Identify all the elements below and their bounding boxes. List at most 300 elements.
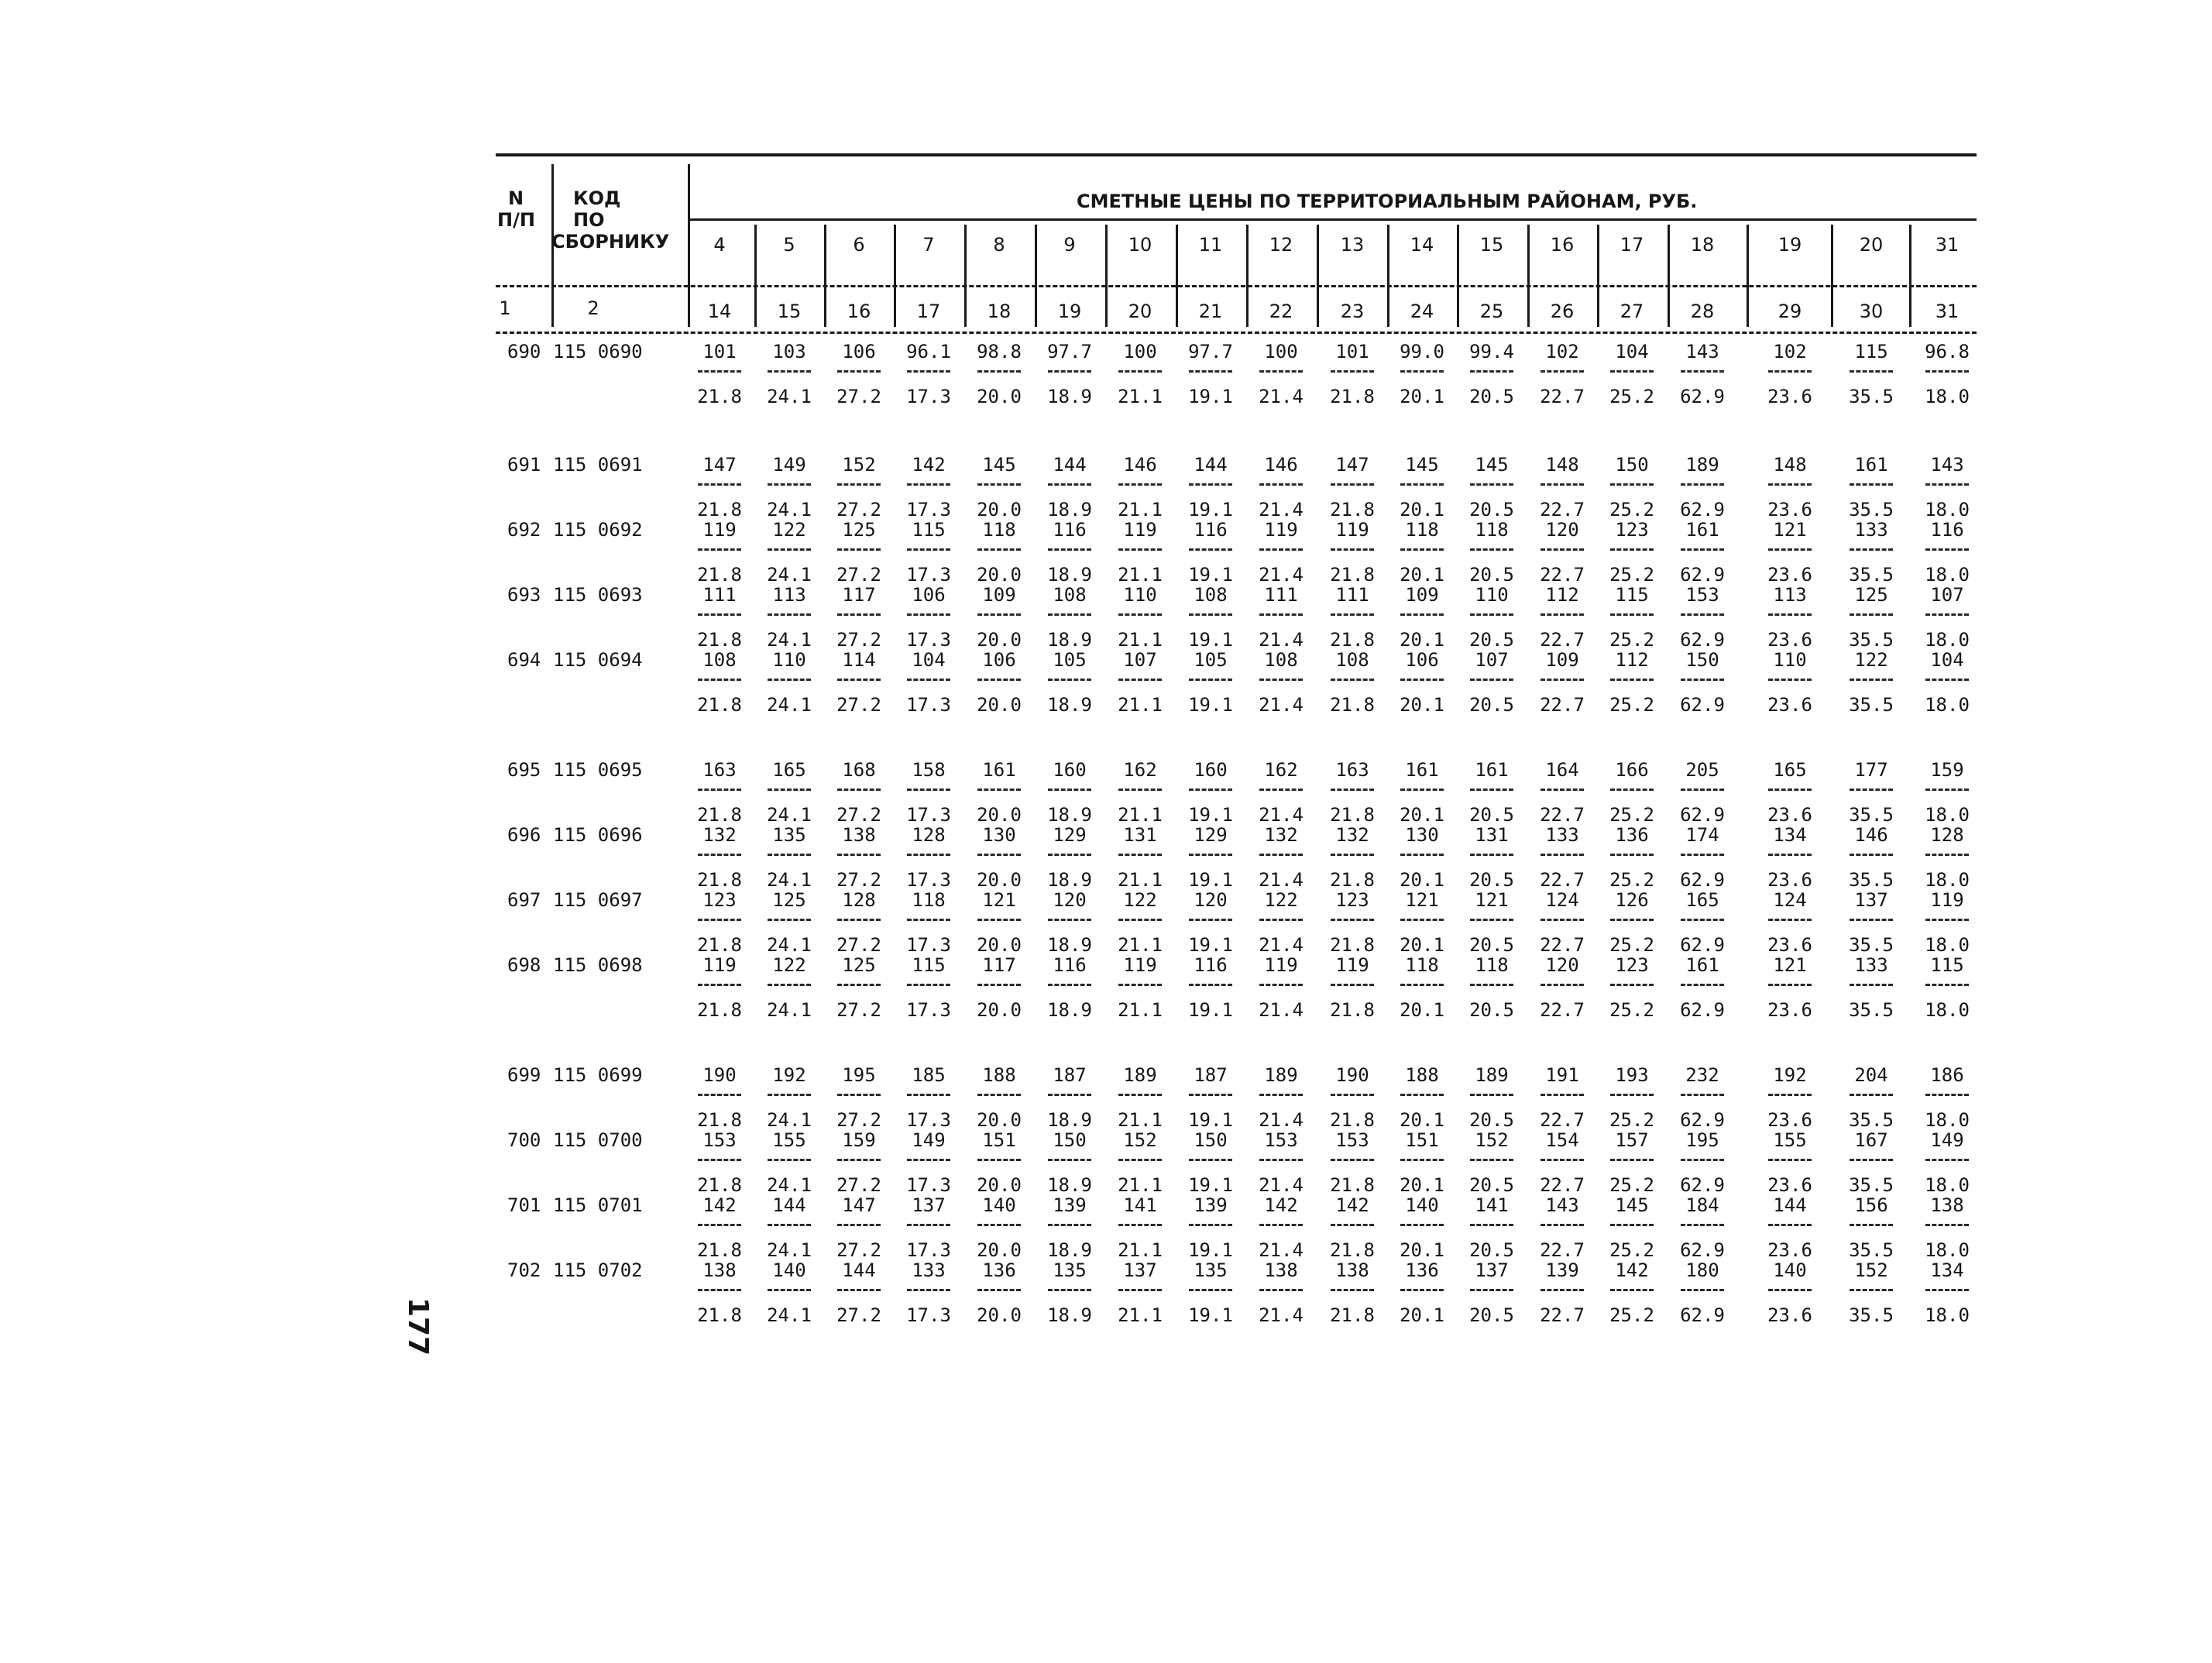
price-wage: 35.5 (1849, 629, 1894, 651)
price-wage: 23.6 (1767, 999, 1812, 1021)
fraction-bar (977, 613, 1021, 616)
price-total: 163 (1335, 759, 1369, 781)
price-wage: 27.2 (836, 804, 881, 826)
fraction-bar (1925, 1289, 1969, 1291)
fraction-bar (1331, 1224, 1374, 1226)
price-total: 123 (702, 889, 737, 911)
row-number: 698 (507, 954, 541, 976)
code-label: КОД (573, 187, 621, 209)
price-total: 150 (1053, 1129, 1087, 1151)
collection-code: 115 0697 (553, 889, 643, 911)
price-total: 145 (1405, 454, 1439, 476)
column-index-number: 17 (916, 301, 941, 322)
price-total: 165 (1685, 889, 1719, 911)
fraction-bar (1331, 789, 1374, 791)
fraction-bar (1259, 1224, 1303, 1226)
row-number: 695 (507, 759, 541, 781)
price-total: 162 (1264, 759, 1298, 781)
price-total: 149 (772, 454, 806, 476)
price-wage: 21.8 (1330, 629, 1375, 651)
price-total: 112 (1615, 649, 1649, 671)
price-total: 103 (772, 341, 806, 362)
fraction-bar (1118, 789, 1162, 791)
fraction-bar (1925, 984, 1969, 986)
fraction-bar (768, 919, 811, 921)
district-number: 10 (1128, 234, 1152, 256)
district-col-sep (1527, 225, 1530, 327)
fraction-bar (768, 854, 811, 856)
price-wage: 35.5 (1849, 1109, 1894, 1131)
price-total: 133 (1545, 824, 1579, 846)
collection-code: 115 0692 (553, 519, 643, 541)
fraction-bar (1331, 679, 1374, 681)
price-wage: 21.8 (697, 694, 742, 716)
fraction-bar (1681, 919, 1724, 921)
price-wage: 62.9 (1680, 499, 1725, 521)
price-wage: 21.8 (1330, 869, 1375, 891)
price-total: 118 (1475, 954, 1509, 976)
fraction-bar (1768, 984, 1812, 986)
price-total: 122 (772, 954, 806, 976)
price-wage: 18.0 (1925, 694, 1970, 716)
fraction-bar (698, 679, 741, 681)
fraction-bar (1850, 613, 1893, 616)
fraction-bar (907, 854, 950, 856)
fraction-bar (1048, 789, 1091, 791)
fraction-bar (1610, 854, 1654, 856)
price-total: 101 (1335, 341, 1369, 362)
price-wage: 21.8 (697, 499, 742, 521)
price-total: 119 (702, 519, 737, 541)
price-total: 190 (702, 1064, 737, 1086)
price-wage: 20.1 (1400, 564, 1444, 586)
price-total: 180 (1685, 1259, 1719, 1281)
fraction-bar (1259, 370, 1303, 373)
price-total: 161 (1685, 954, 1719, 976)
collection-code: 115 0691 (553, 454, 643, 476)
code-label-2: ПО (573, 209, 605, 231)
price-total: 142 (1264, 1194, 1298, 1216)
price-total: 128 (1930, 824, 1964, 846)
price-wage: 21.8 (1330, 1109, 1375, 1131)
price-total: 104 (1615, 341, 1649, 362)
price-total: 187 (1053, 1064, 1087, 1086)
price-total: 97.7 (1047, 341, 1092, 362)
price-total: 100 (1264, 341, 1298, 362)
price-wage: 21.1 (1118, 1304, 1163, 1326)
price-total: 119 (1335, 519, 1369, 541)
price-wage: 17.3 (906, 499, 951, 521)
price-total: 108 (702, 649, 737, 671)
price-total: 118 (912, 889, 946, 911)
price-wage: 23.6 (1767, 934, 1812, 956)
price-wage: 21.8 (697, 999, 742, 1021)
price-wage: 19.1 (1188, 999, 1233, 1021)
price-total: 143 (1545, 1194, 1579, 1216)
column-index-number: 26 (1550, 301, 1575, 322)
fraction-bar (1681, 1224, 1724, 1226)
price-wage: 21.8 (1330, 1174, 1375, 1196)
fraction-bar (1189, 1094, 1232, 1096)
price-total: 167 (1854, 1129, 1888, 1151)
price-wage: 21.1 (1118, 1239, 1163, 1261)
price-wage: 18.0 (1925, 499, 1970, 521)
fraction-bar (1400, 1224, 1444, 1226)
price-wage: 23.6 (1767, 1109, 1812, 1131)
fraction-bar (1118, 1094, 1162, 1096)
price-total: 98.8 (977, 341, 1022, 362)
price-total: 136 (1615, 824, 1649, 846)
price-total: 124 (1773, 889, 1807, 911)
price-wage: 35.5 (1849, 1304, 1894, 1326)
price-wage: 25.2 (1609, 1239, 1654, 1261)
fraction-bar (1189, 370, 1232, 373)
fraction-bar (1189, 1289, 1232, 1291)
price-wage: 27.2 (836, 1109, 881, 1131)
fraction-bar (1540, 483, 1584, 486)
fraction-bar (1681, 789, 1724, 791)
price-total: 132 (702, 824, 737, 846)
price-wage: 18.0 (1925, 564, 1970, 586)
price-wage: 18.9 (1047, 499, 1092, 521)
price-wage: 21.8 (1330, 564, 1375, 586)
fraction-bar (698, 483, 741, 486)
price-wage: 24.1 (767, 386, 812, 407)
price-total: 106 (912, 584, 946, 606)
fraction-bar (1540, 679, 1584, 681)
price-wage: 21.4 (1259, 386, 1304, 407)
price-total: 140 (982, 1194, 1016, 1216)
price-total: 135 (1053, 1259, 1087, 1281)
price-wage: 21.1 (1118, 999, 1163, 1021)
fraction-bar (1118, 1224, 1162, 1226)
price-wage: 35.5 (1849, 1174, 1894, 1196)
price-wage: 24.1 (767, 1304, 812, 1326)
fraction-bar (977, 1224, 1021, 1226)
price-total: 139 (1053, 1194, 1087, 1216)
fraction-bar (837, 919, 881, 921)
price-total: 163 (702, 759, 737, 781)
fraction-bar (1610, 370, 1654, 373)
price-wage: 21.1 (1118, 1109, 1163, 1131)
price-wage: 20.1 (1400, 1174, 1444, 1196)
price-total: 148 (1545, 454, 1579, 476)
price-total: 144 (1053, 454, 1087, 476)
price-total: 140 (772, 1259, 806, 1281)
price-wage: 17.3 (906, 694, 951, 716)
price-total: 161 (1475, 759, 1509, 781)
price-total: 143 (1685, 341, 1719, 362)
price-total: 139 (1194, 1194, 1228, 1216)
fraction-bar (1768, 1094, 1812, 1096)
price-wage: 23.6 (1767, 1174, 1812, 1196)
price-total: 111 (1335, 584, 1369, 606)
price-total: 152 (1854, 1259, 1888, 1281)
fraction-bar (1681, 984, 1724, 986)
price-wage: 62.9 (1680, 1239, 1725, 1261)
fraction-bar (1400, 789, 1444, 791)
fraction-bar (907, 984, 950, 986)
price-total: 138 (1930, 1194, 1964, 1216)
price-wage: 21.4 (1259, 1174, 1304, 1196)
price-wage: 21.8 (697, 934, 742, 956)
price-total: 192 (1773, 1064, 1807, 1086)
price-total: 144 (842, 1259, 876, 1281)
price-wage: 24.1 (767, 869, 812, 891)
price-wage: 18.0 (1925, 1304, 1970, 1326)
price-wage: 20.5 (1469, 999, 1514, 1021)
price-total: 165 (772, 759, 806, 781)
fraction-bar (1118, 483, 1162, 486)
column-index-number: 31 (1935, 301, 1960, 322)
fraction-bar (1048, 1224, 1091, 1226)
fraction-bar (1610, 1289, 1654, 1291)
fraction-bar (1048, 370, 1091, 373)
price-total: 121 (982, 889, 1016, 911)
price-wage: 18.0 (1925, 999, 1970, 1021)
price-wage: 20.1 (1400, 1304, 1444, 1326)
fraction-bar (768, 483, 811, 486)
fraction-bar (1540, 1224, 1584, 1226)
fraction-bar (1610, 679, 1654, 681)
price-total: 96.8 (1925, 341, 1970, 362)
fraction-bar (1925, 1159, 1969, 1161)
price-total: 151 (1405, 1129, 1439, 1151)
fraction-bar (1048, 1289, 1091, 1291)
price-total: 135 (1194, 1259, 1228, 1281)
fraction-bar (768, 1159, 811, 1161)
district-col-sep (964, 225, 967, 327)
price-total: 120 (1545, 519, 1579, 541)
price-total: 116 (1053, 954, 1087, 976)
price-total: 118 (1475, 519, 1509, 541)
price-wage: 20.0 (977, 934, 1022, 956)
price-total: 138 (1335, 1259, 1369, 1281)
fraction-bar (1048, 679, 1091, 681)
price-total: 115 (912, 954, 946, 976)
price-total: 161 (1685, 519, 1719, 541)
fraction-bar (1259, 1159, 1303, 1161)
fraction-bar (977, 483, 1021, 486)
price-total: 109 (1545, 649, 1579, 671)
price-total: 193 (1615, 1064, 1649, 1086)
price-wage: 17.3 (906, 1239, 951, 1261)
price-wage: 24.1 (767, 564, 812, 586)
price-total: 204 (1854, 1064, 1888, 1086)
column-index-number: 22 (1269, 301, 1293, 322)
col-index-1: 1 (499, 297, 511, 319)
price-wage: 22.7 (1540, 629, 1585, 651)
price-total: 110 (1475, 584, 1509, 606)
price-wage: 20.1 (1400, 999, 1444, 1021)
price-total: 107 (1123, 649, 1157, 671)
price-wage: 19.1 (1188, 1239, 1233, 1261)
fraction-bar (1610, 1094, 1654, 1096)
price-wage: 21.8 (697, 564, 742, 586)
price-wage: 19.1 (1188, 386, 1233, 407)
price-total: 190 (1335, 1064, 1369, 1086)
row-number: 694 (507, 649, 541, 671)
price-total: 120 (1194, 889, 1228, 911)
price-total: 97.7 (1188, 341, 1233, 362)
fraction-bar (1610, 919, 1654, 921)
fraction-bar (1048, 854, 1091, 856)
fraction-bar (1048, 1094, 1091, 1096)
col-index-2: 2 (587, 297, 599, 319)
row-number: 693 (507, 584, 541, 606)
price-wage: 19.1 (1188, 629, 1233, 651)
price-total: 99.4 (1469, 341, 1514, 362)
district-number: 16 (1550, 234, 1575, 256)
price-total: 119 (1335, 954, 1369, 976)
fraction-bar (907, 1289, 950, 1291)
price-total: 102 (1773, 341, 1807, 362)
fraction-bar (1768, 613, 1812, 616)
price-total: 138 (842, 824, 876, 846)
collection-code: 115 0699 (553, 1064, 643, 1086)
fraction-bar (1925, 483, 1969, 486)
fraction-bar (1259, 679, 1303, 681)
price-total: 205 (1685, 759, 1719, 781)
district-col-sep (754, 225, 757, 327)
price-wage: 22.7 (1540, 804, 1585, 826)
price-wage: 20.0 (977, 386, 1022, 407)
price-total: 150 (1194, 1129, 1228, 1151)
district-col-sep (1176, 225, 1178, 327)
fraction-bar (1850, 789, 1893, 791)
fraction-bar (698, 919, 741, 921)
price-total: 122 (1123, 889, 1157, 911)
fraction-bar (698, 548, 741, 551)
fraction-bar (1925, 854, 1969, 856)
price-wage: 22.7 (1540, 564, 1585, 586)
price-total: 153 (702, 1129, 737, 1151)
price-wage: 23.6 (1767, 1239, 1812, 1261)
price-total: 147 (1335, 454, 1369, 476)
fraction-bar (698, 370, 741, 373)
fraction-bar (1681, 854, 1724, 856)
price-wage: 21.1 (1118, 694, 1163, 716)
table-top-rule (496, 153, 1977, 156)
price-total: 168 (842, 759, 876, 781)
price-wage: 35.5 (1849, 934, 1894, 956)
fraction-bar (977, 1159, 1021, 1161)
fraction-bar (1925, 789, 1969, 791)
price-wage: 21.8 (697, 1109, 742, 1131)
column-index-number: 30 (1859, 301, 1884, 322)
price-total: 104 (912, 649, 946, 671)
price-wage: 21.4 (1259, 999, 1304, 1021)
fraction-bar (1540, 854, 1584, 856)
fraction-bar (1540, 984, 1584, 986)
price-wage: 27.2 (836, 694, 881, 716)
district-col-sep (1597, 225, 1599, 327)
fraction-bar (837, 1094, 881, 1096)
price-total: 189 (1475, 1064, 1509, 1086)
price-wage: 23.6 (1767, 694, 1812, 716)
price-total: 152 (842, 454, 876, 476)
price-wage: 35.5 (1849, 499, 1894, 521)
fraction-bar (1768, 679, 1812, 681)
price-wage: 24.1 (767, 629, 812, 651)
price-total: 155 (1773, 1129, 1807, 1151)
fraction-bar (837, 1159, 881, 1161)
price-wage: 21.8 (697, 804, 742, 826)
fraction-bar (907, 679, 950, 681)
price-total: 137 (1123, 1259, 1157, 1281)
fraction-bar (1470, 548, 1513, 551)
price-total: 159 (842, 1129, 876, 1151)
price-total: 108 (1194, 584, 1228, 606)
price-total: 132 (1264, 824, 1298, 846)
price-total: 115 (1930, 954, 1964, 976)
fraction-bar (1850, 1224, 1893, 1226)
price-total: 139 (1545, 1259, 1579, 1281)
price-wage: 19.1 (1188, 1109, 1233, 1131)
fraction-bar (1400, 984, 1444, 986)
column-index-number: 19 (1057, 301, 1082, 322)
price-wage: 19.1 (1188, 499, 1233, 521)
price-total: 149 (1930, 1129, 1964, 1151)
price-wage: 25.2 (1609, 934, 1654, 956)
title-underline (688, 218, 1977, 221)
price-total: 119 (1264, 519, 1298, 541)
fraction-bar (1540, 919, 1584, 921)
fraction-bar (768, 613, 811, 616)
fraction-bar (1768, 548, 1812, 551)
header-bottom-rule (496, 332, 1977, 334)
price-wage: 21.4 (1259, 629, 1304, 651)
fraction-bar (1610, 984, 1654, 986)
price-total: 119 (1123, 954, 1157, 976)
price-total: 119 (1264, 954, 1298, 976)
fraction-bar (1470, 1094, 1513, 1096)
price-wage: 62.9 (1680, 386, 1725, 407)
price-total: 151 (982, 1129, 1016, 1151)
price-wage: 20.5 (1469, 499, 1514, 521)
price-total: 232 (1685, 1064, 1719, 1086)
fraction-bar (1048, 919, 1091, 921)
price-wage: 17.3 (906, 869, 951, 891)
fraction-bar (1681, 483, 1724, 486)
fraction-bar (907, 1094, 950, 1096)
fraction-bar (1048, 613, 1091, 616)
price-wage: 24.1 (767, 999, 812, 1021)
collection-code: 115 0698 (553, 954, 643, 976)
price-wage: 25.2 (1609, 1304, 1654, 1326)
fraction-bar (1925, 548, 1969, 551)
price-total: 124 (1545, 889, 1579, 911)
price-total: 119 (1123, 519, 1157, 541)
price-total: 128 (912, 824, 946, 846)
price-wage: 21.8 (697, 1239, 742, 1261)
price-wage: 27.2 (836, 1239, 881, 1261)
fraction-bar (1259, 613, 1303, 616)
price-total: 111 (1264, 584, 1298, 606)
price-total: 142 (1615, 1259, 1649, 1281)
price-total: 145 (1475, 454, 1509, 476)
price-total: 118 (1405, 519, 1439, 541)
price-wage: 62.9 (1680, 1174, 1725, 1196)
price-wage: 27.2 (836, 629, 881, 651)
fraction-bar (1259, 789, 1303, 791)
price-wage: 35.5 (1849, 804, 1894, 826)
price-total: 150 (1685, 649, 1719, 671)
price-wage: 35.5 (1849, 1239, 1894, 1261)
price-wage: 19.1 (1188, 1174, 1233, 1196)
price-total: 125 (842, 519, 876, 541)
price-total: 118 (1405, 954, 1439, 976)
